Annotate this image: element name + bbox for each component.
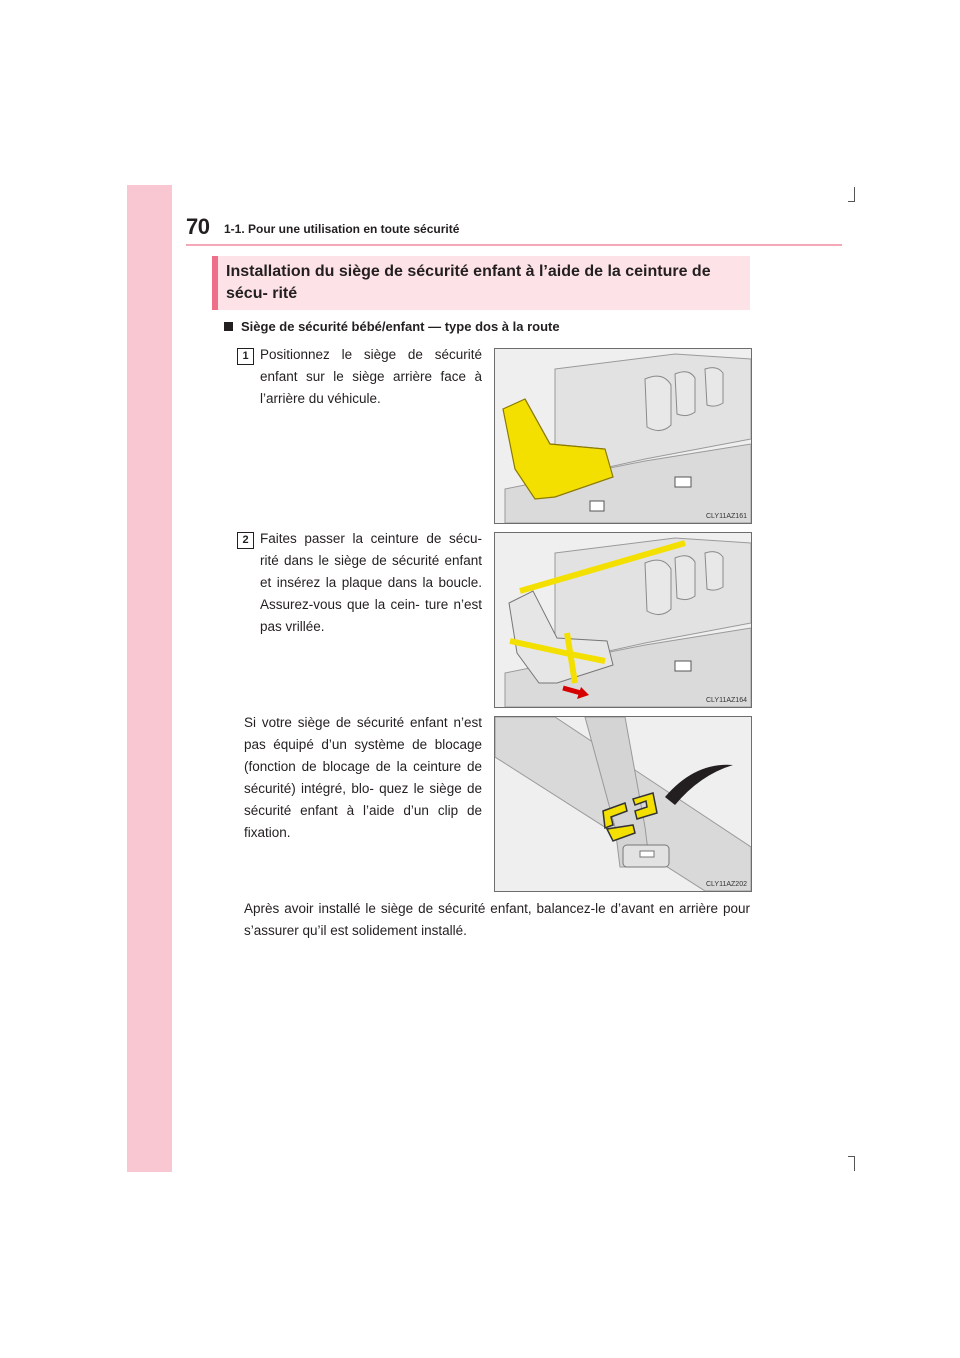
heading-box — [212, 256, 750, 310]
seatbelt-routing-illustration — [495, 533, 751, 707]
chapter-side-band — [127, 185, 172, 1172]
locking-clip-illustration — [495, 717, 751, 891]
crop-mark-bottom-h — [848, 1156, 855, 1157]
page-number: 70 — [186, 214, 210, 239]
subheading — [224, 319, 560, 334]
lock-clip-text: Si votre siège de sécurité enfant n’est pas équipé d’un système de blocage (fonction de blocage de la ceinture de sécurité) intégré, blo- quez le siège de sécurité enfant à l’aide d’un clip de fixation. — [244, 715, 482, 840]
section-heading: Installation du siège de sécurité enfant à l’aide de la ceinture de sécu- rité — [226, 263, 711, 302]
section-title: 1-1. Pour une utilisation en toute sécurité — [224, 222, 460, 236]
figure-code: CLY11AZ164 — [706, 697, 747, 704]
step-2-text: Faites passer la ceinture de sécu- rité dans le siège de sécurité enfant et insérez la plaque dans la boucle. Assurez-vous que la cein- ture n’est pas vrillée. — [260, 531, 482, 634]
figure-lock-clip — [494, 716, 752, 892]
subheading-text: Siège de sécurité bébé/enfant — type dos à la route — [241, 319, 560, 334]
crop-mark-top-h — [848, 201, 855, 202]
heading-accent-bar — [212, 256, 218, 310]
closing-text: Après avoir installé le siège de sécurité enfant, balancez-le d’avant en arrière pour s’assurer qu’il est solidement installé. — [244, 901, 750, 938]
figure-code: CLY11AZ202 — [706, 881, 747, 888]
step-number-1: 1 — [237, 348, 254, 365]
figure-step-2 — [494, 532, 752, 708]
crop-mark-bottom — [854, 1156, 855, 1171]
rear-seat-child-seat-illustration — [495, 349, 751, 523]
square-bullet-icon — [224, 322, 233, 331]
step-number-2: 2 — [237, 532, 254, 549]
figure-step-1 — [494, 348, 752, 524]
header-rule — [186, 244, 842, 246]
step-1-text: Positionnez le siège de sécurité enfant sur le siège arrière face à l’arrière du véhicule. — [260, 347, 482, 406]
crop-mark-top — [854, 187, 855, 202]
figure-code: CLY11AZ161 — [706, 513, 747, 520]
